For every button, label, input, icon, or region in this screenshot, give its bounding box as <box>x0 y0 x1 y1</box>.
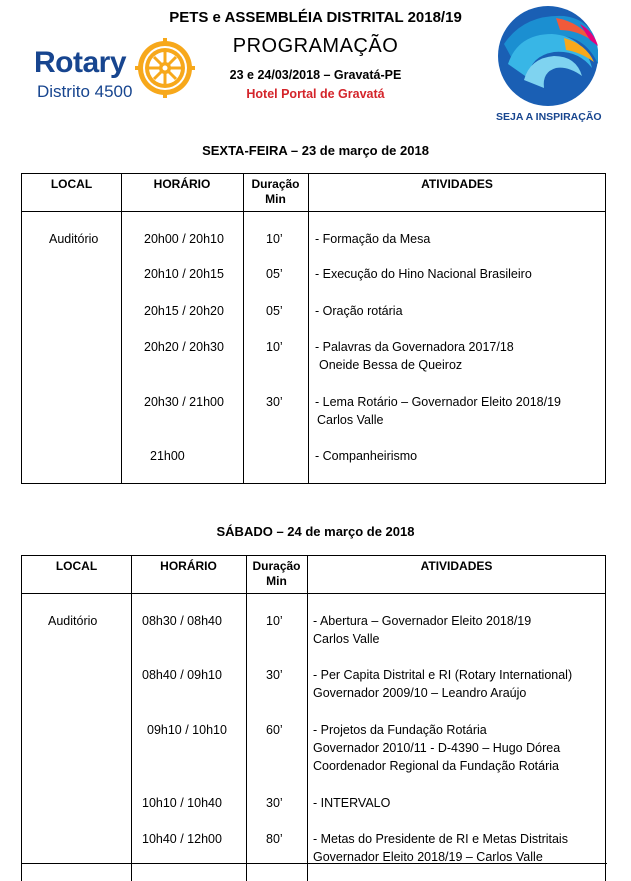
time-cell: 20h15 / 20h20 <box>144 304 224 318</box>
time-cell: 10h40 / 12h00 <box>142 832 222 846</box>
rotary-wordmark: Rotary <box>34 46 127 79</box>
activity-cell: - Lema Rotário – Governador Eleito 2018/19 Carlos Valle <box>315 395 561 427</box>
time-cell: 09h10 / 10h10 <box>147 723 227 737</box>
slogan-text: SEJA A INSPIRAÇÃO <box>496 111 602 123</box>
day-heading-saturday: SÁBADO – 24 de março de 2018 <box>216 524 415 539</box>
col-local: LOCAL <box>50 177 93 191</box>
schedule-table-friday <box>21 173 606 484</box>
col-horario: HORÁRIO <box>160 559 217 573</box>
event-dates: 23 e 24/03/2018 – Gravatá-PE <box>229 68 402 82</box>
day-heading-friday: SEXTA-FEIRA – 23 de março de 2018 <box>202 143 429 158</box>
activity-cell: - Execução do Hino Nacional Brasileiro <box>315 267 532 281</box>
event-hotel: Hotel Portal de Gravatá <box>246 87 385 101</box>
duration-cell: 30’ <box>266 395 283 409</box>
col-atividades: ATIVIDADES <box>421 177 493 191</box>
rotary-district-logo <box>34 38 204 102</box>
time-cell: 08h30 / 08h40 <box>142 614 222 628</box>
duration-cell: 05’ <box>266 304 283 318</box>
activity-cell: - Oração rotária <box>315 304 403 318</box>
rotary-wheel-icon <box>135 38 195 98</box>
swirl-logo-icon <box>494 4 602 108</box>
col-atividades: ATIVIDADES <box>420 559 493 573</box>
theme-logo <box>494 4 606 124</box>
activity-cell: - Projetos da Fundação Rotária Governador 2010/11 - D-4390 – Hugo Dórea Coordenador Regional da Fundação Rotária <box>313 723 561 773</box>
activity-cell: - Formação da Mesa <box>315 232 431 246</box>
time-cell: 20h30 / 21h00 <box>144 395 224 409</box>
activity-cell: - Per Capita Distrital e RI (Rotary International) Governador 2009/10 – Leandro Araújo <box>313 668 573 700</box>
local-cell: Auditório <box>49 232 99 246</box>
district-label: Distrito 4500 <box>37 82 133 101</box>
duration-cell: 60’ <box>266 723 283 737</box>
duration-cell: 30’ <box>266 796 283 810</box>
col-duracao: Duração Min <box>252 559 301 588</box>
local-cell: Auditório <box>48 614 98 628</box>
time-cell: 21h00 <box>150 449 185 463</box>
activity-cell: - INTERVALO <box>313 796 391 810</box>
duration-cell: 05’ <box>266 267 283 281</box>
col-horario: HORÁRIO <box>153 177 211 191</box>
schedule-table-saturday <box>21 555 606 881</box>
col-duracao: Duração Min <box>251 177 300 206</box>
activity-cell: - Abertura – Governador Eleito 2018/19 Carlos Valle <box>313 614 532 646</box>
duration-cell: 80’ <box>266 832 283 846</box>
event-title: PETS e ASSEMBLÉIA DISTRITAL 2018/19 <box>169 9 462 26</box>
duration-cell: 30’ <box>266 668 283 682</box>
activity-cell: - Companheirismo <box>315 449 418 463</box>
duration-cell: 10’ <box>266 232 283 246</box>
time-cell: 08h40 / 09h10 <box>142 668 222 682</box>
time-cell: 20h10 / 20h15 <box>144 267 224 281</box>
activity-cell: - Metas do Presidente de RI e Metas Distritais Governador Eleito 2018/19 – Carlos Valle <box>313 832 568 864</box>
duration-cell: 10’ <box>266 340 283 354</box>
time-cell: 20h20 / 20h30 <box>144 340 224 354</box>
duration-cell: 10’ <box>266 614 283 628</box>
programacao-heading: PROGRAMAÇÃO <box>232 35 399 57</box>
activity-cell: - Palavras da Governadora 2017/18 Oneide Bessa de Queiroz <box>315 340 514 372</box>
time-cell: 20h00 / 20h10 <box>144 232 224 246</box>
col-local: LOCAL <box>55 559 98 573</box>
time-cell: 10h10 / 10h40 <box>142 796 222 810</box>
